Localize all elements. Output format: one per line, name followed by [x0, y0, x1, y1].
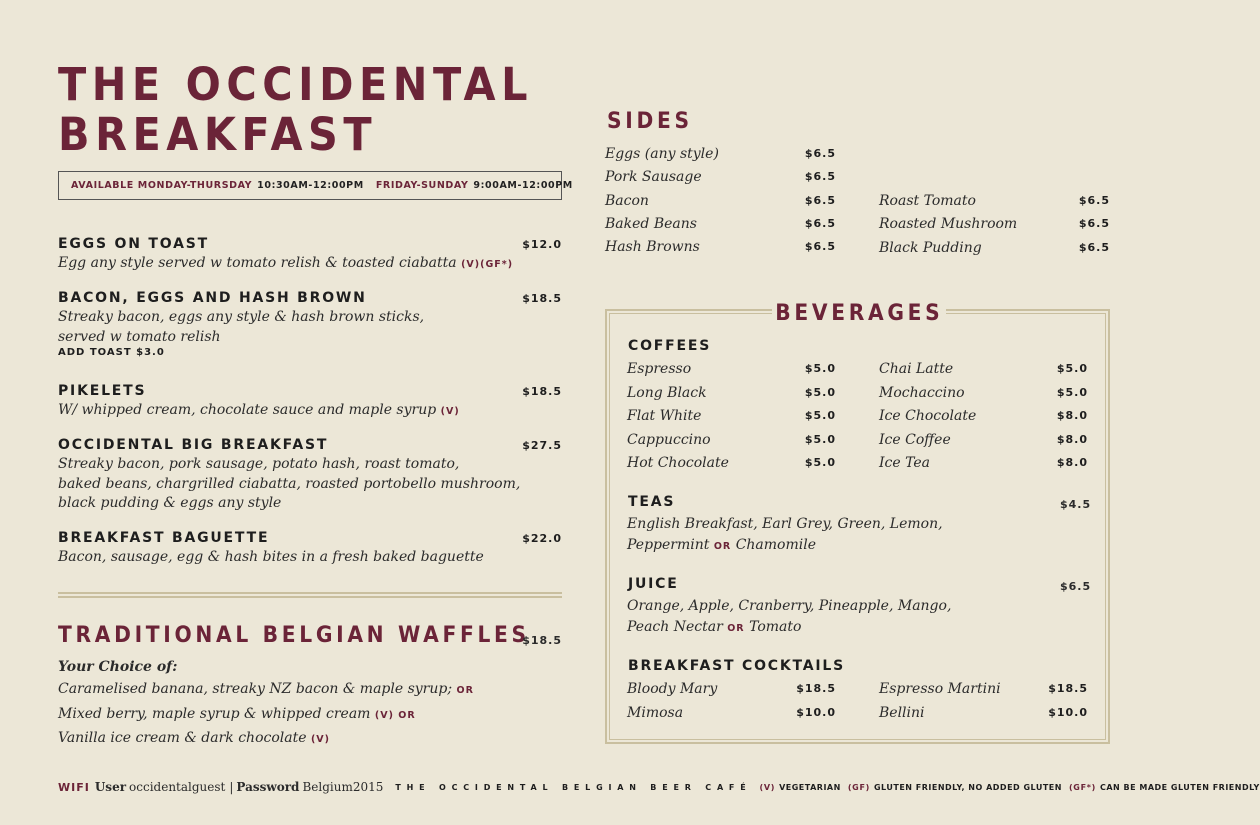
- cocktail-item: Bloody Mary $18.5: [627, 680, 836, 697]
- menu-item-breakfast-baguette: [58, 530, 562, 568]
- legend-tag-v: (V): [759, 782, 776, 792]
- juice-desc: Orange, Apple, Cranberry, Pineapple, Mango, Peach Nectar OR Tomato: [627, 598, 952, 635]
- coffee-item: Cappuccino $5.0: [627, 431, 836, 448]
- side-item: Roast Tomato $6.5: [879, 192, 1110, 209]
- side-item: Bacon $6.5: [605, 192, 836, 209]
- coffee-item: Hot Chocolate $5.0: [627, 454, 836, 471]
- side-item: Eggs (any style) $6.5: [605, 145, 836, 162]
- footer-separator: |: [229, 780, 234, 794]
- coffee-item: Ice Tea $8.0: [879, 454, 1088, 471]
- item-desc: Streaky bacon, eggs any style & hash brown sticks, served w tomato relish: [58, 309, 425, 345]
- hours-time-weekend: 9:00AM-12:00PM: [473, 180, 573, 191]
- juice-heading: JUICE: [628, 576, 679, 592]
- item-name: BREAKFAST BAGUETTE: [58, 530, 270, 546]
- waffles-choice-label: Your Choice of:: [58, 659, 178, 675]
- item-name: OCCIDENTAL BIG BREAKFAST: [58, 437, 329, 453]
- teas-price: $4.5: [1060, 498, 1092, 511]
- cocktails-heading: BREAKFAST COCKTAILS: [628, 658, 846, 674]
- cocktail-item: Bellini $10.0: [879, 704, 1088, 721]
- waffles-title: TRADITIONAL BELGIAN WAFFLES: [58, 623, 530, 648]
- item-price: $22.0: [522, 532, 562, 545]
- item-price: $12.0: [522, 238, 562, 251]
- diet-tag: (V): [440, 406, 460, 417]
- wifi-password: Belgium2015: [302, 780, 384, 794]
- teas-heading: TEAS: [628, 494, 676, 510]
- menu-item-big-breakfast: [58, 437, 562, 514]
- item-addon: ADD TOAST $3.0: [58, 347, 165, 358]
- wifi-user: occidentalguest: [129, 780, 226, 794]
- menu-title-line2: BREAKFAST: [58, 108, 378, 161]
- juice-price: $6.5: [1060, 580, 1092, 593]
- item-price: $18.5: [522, 385, 562, 398]
- waffles-price: $18.5: [522, 634, 562, 647]
- item-desc: Streaky bacon, pork sausage, potato hash, roast tomato, baked beans, chargrilled ciabatta, roasted portobello mushroom, black pudding & eggs any style: [58, 456, 521, 511]
- side-item: Roasted Mushroom $6.5: [879, 215, 1110, 232]
- menu-title: [58, 60, 533, 160]
- beverages-title: BEVERAGES: [774, 300, 944, 326]
- coffee-item: Chai Latte $5.0: [879, 360, 1088, 377]
- menu-item-pikelets: [58, 383, 562, 422]
- waffles-options: [58, 656, 562, 752]
- coffee-item: Ice Coffee $8.0: [879, 431, 1088, 448]
- item-price: $18.5: [522, 292, 562, 305]
- item-price: $27.5: [522, 439, 562, 452]
- cocktail-item: Mimosa $10.0: [627, 704, 836, 721]
- coffee-item: Ice Chocolate $8.0: [879, 407, 1088, 424]
- item-name: BACON, EGGS AND HASH BROWN: [58, 290, 367, 306]
- sides-title: SIDES: [607, 109, 693, 134]
- legend-text-gf-star: CAN BE MADE GLUTEN FRIENDLY: [1099, 782, 1260, 792]
- waffle-option: Caramelised banana, streaky NZ bacon & maple syrup; OR: [58, 681, 474, 697]
- beverages-title-wrap: [772, 298, 946, 328]
- wifi-label: WIFI: [58, 780, 90, 794]
- footer: [58, 779, 1260, 795]
- wifi-password-label: Password: [236, 780, 300, 794]
- footer-brand: THE OCCIDENTAL BELGIAN BEER CAFÉ: [395, 782, 752, 792]
- side-item: Hash Browns $6.5: [605, 238, 836, 255]
- coffees-heading: COFFEES: [628, 338, 712, 354]
- side-item: Black Pudding $6.5: [879, 239, 1110, 256]
- side-item: Baked Beans $6.5: [605, 215, 836, 232]
- hours-label-weekday: AVAILABLE MONDAY-THURSDAY: [71, 180, 253, 191]
- waffle-option: Mixed berry, maple syrup & whipped cream (V) OR: [58, 705, 416, 722]
- cocktail-item: Espresso Martini $18.5: [879, 680, 1088, 697]
- menu-item-bacon-eggs-hash-brown: [58, 290, 562, 358]
- coffee-item: Mochaccino $5.0: [879, 384, 1088, 401]
- side-item: Pork Sausage $6.5: [605, 168, 836, 185]
- coffee-item: Flat White $5.0: [627, 407, 836, 424]
- coffee-item: Long Black $5.0: [627, 384, 836, 401]
- section-divider: [58, 592, 562, 598]
- item-desc: W/ whipped cream, chocolate sauce and maple syrup (V): [58, 402, 460, 418]
- hours-label-weekend: FRIDAY-SUNDAY: [375, 180, 469, 191]
- item-desc: Egg any style served w tomato relish & toasted ciabatta (V)(GF*): [58, 255, 514, 271]
- hours-time-weekday: 10:30AM-12:00PM: [257, 180, 364, 191]
- item-name: PIKELETS: [58, 383, 147, 399]
- legend-text-gf: GLUTEN FRIENDLY, NO ADDED GLUTEN: [873, 782, 1062, 792]
- waffle-option: Vanilla ice cream & dark chocolate (V): [58, 730, 330, 746]
- legend-tag-gf: (GF): [847, 782, 870, 792]
- diet-tag: (V)(GF*): [461, 259, 514, 270]
- legend-tag-gf-star: (GF*): [1068, 782, 1096, 792]
- coffee-item: Espresso $5.0: [627, 360, 836, 377]
- item-name: EGGS ON TOAST: [58, 236, 209, 252]
- teas-desc: English Breakfast, Earl Grey, Green, Lemon, Peppermint OR Chamomile: [627, 516, 943, 553]
- menu-item-eggs-on-toast: [58, 236, 562, 275]
- wifi-user-label: User: [94, 780, 127, 794]
- legend-text-v: VEGETARIAN: [779, 782, 841, 792]
- item-desc: Bacon, sausage, egg & hash bites in a fresh baked baguette: [58, 549, 484, 565]
- hours-banner: [58, 171, 573, 200]
- menu-title-line1: THE OCCIDENTAL: [58, 58, 533, 111]
